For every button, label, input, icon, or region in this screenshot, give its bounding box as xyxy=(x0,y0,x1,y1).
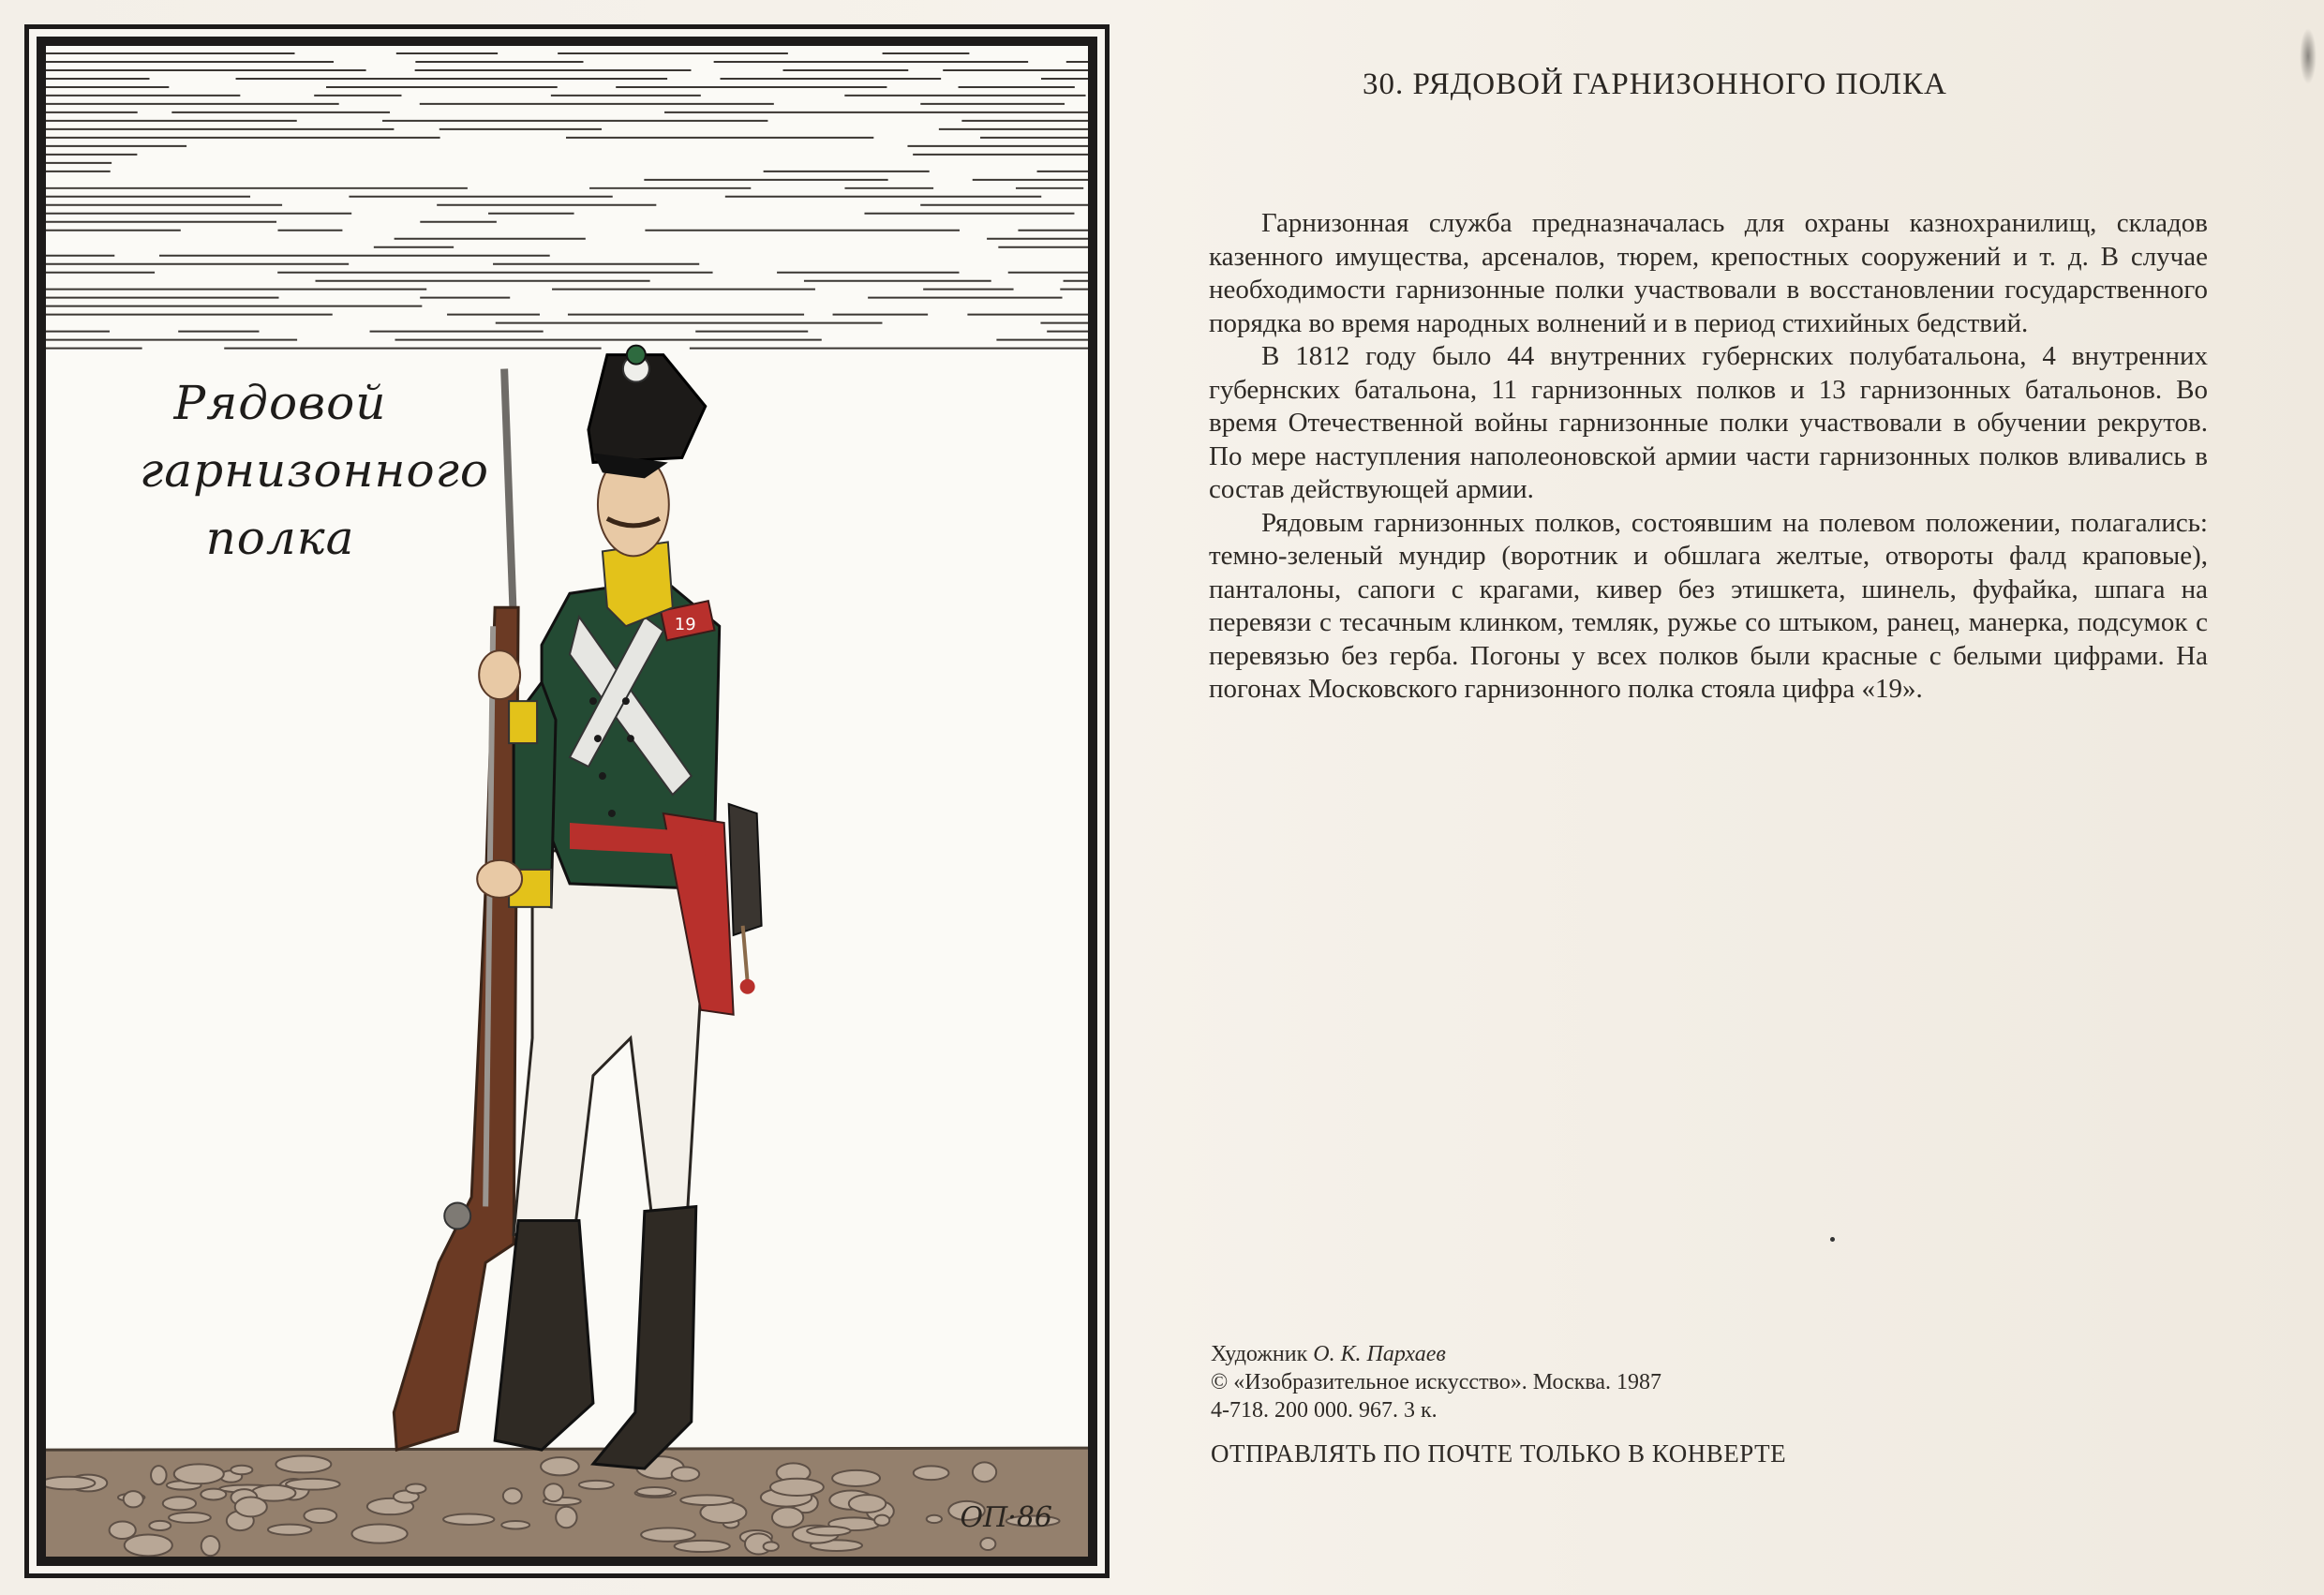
epaulette-number: 19 xyxy=(674,615,696,635)
pebble xyxy=(169,1513,211,1523)
pebble xyxy=(231,1466,252,1475)
paragraph: Рядовым гарнизонных полков, состоявшим на полевом положении, полагались: темно-зеленый мундир (воротник и обшлага желтые, отвороты фалд краповые), панталоны, сапоги с крагами, кивер без этишкета, шинель, фуфайка, шпага на перевязи с тесачным клинком, темляк, ружье со штыком, ранец, манерка, подсумок с перевязью без герба. Погоны у всех полков были красные с белыми цифрами. На погонах Московского гарнизонного полка стояла цифра «19». xyxy=(1209,507,2208,704)
page-title: 30. РЯДОВОЙ ГАРНИЗОННОГО ПОЛКА xyxy=(1363,67,1947,101)
artist-signature: ОП·86 xyxy=(960,1501,1052,1534)
pebble xyxy=(980,1538,995,1550)
pebble xyxy=(641,1528,695,1541)
pebble xyxy=(286,1479,340,1490)
artist-name: О. К. Пархаев xyxy=(1313,1342,1446,1366)
pebble xyxy=(163,1497,196,1510)
description xyxy=(1209,207,2208,707)
pebble xyxy=(174,1464,224,1483)
pebble xyxy=(268,1525,311,1535)
credits xyxy=(1211,1340,2054,1424)
sky-hatching xyxy=(46,53,1088,349)
illustration-frame xyxy=(24,24,1110,1578)
pebble xyxy=(351,1525,407,1543)
pebble xyxy=(914,1466,949,1480)
pebble xyxy=(125,1535,172,1557)
pebble xyxy=(832,1470,880,1486)
paragraph: Гарнизонная служба предназначалась для охраны казнохранилищ, складов казенного имущества, арсеналов, тюрем, крепостных сооружений и т. д. В случае необходимости гарнизонные полки участвовали в восстановлении государственного порядка во время народных волнений и в период стихийных бедствий. xyxy=(1209,208,2208,338)
corner-mark xyxy=(2300,28,2317,84)
pebble xyxy=(501,1521,529,1528)
pebble xyxy=(544,1483,563,1501)
print-info: 4-718. 200 000. 967. 3 к. xyxy=(1211,1398,1438,1423)
print-speck xyxy=(1830,1237,1835,1242)
pebble xyxy=(927,1515,942,1523)
soldier-head xyxy=(588,346,706,627)
pebble xyxy=(636,1487,672,1496)
pebble xyxy=(151,1466,167,1484)
pebble xyxy=(149,1521,171,1530)
pebble xyxy=(235,1498,267,1517)
pebble xyxy=(46,1477,95,1490)
pebble xyxy=(675,1541,730,1552)
mail-note: ОТПРАВЛЯТЬ ПО ПОЧТЕ ТОЛЬКО В КОНВЕРТЕ xyxy=(1211,1439,1787,1468)
paragraph: В 1812 году было 44 внутренних губернских полубатальона, 4 внутренних губернских батальона, 11 гарнизонных полков и 13 гарнизонных батальонов. Во время Отечественной войны гарнизонные полки участвовали в обучении рекрутов. По мере наступления наполеоновской армии части гарнизонных полков вливались в состав действующей армии. xyxy=(1209,341,2208,504)
pebble xyxy=(201,1489,226,1500)
artist-label: Художник xyxy=(1211,1342,1308,1366)
pebble xyxy=(304,1509,336,1523)
pebble xyxy=(110,1521,136,1539)
pebble xyxy=(772,1507,803,1527)
illustration-panel xyxy=(37,37,1097,1566)
pebble xyxy=(849,1495,886,1513)
pebble xyxy=(770,1479,824,1496)
pebble xyxy=(874,1515,889,1526)
copyright-line: © «Изобразительное искусство». Москва. 1987 xyxy=(1211,1370,1662,1394)
pebble xyxy=(443,1513,494,1524)
pebble xyxy=(680,1495,733,1505)
soldier-illustration xyxy=(46,46,1088,1557)
pebble xyxy=(672,1467,700,1481)
pebble xyxy=(201,1536,220,1556)
pebble xyxy=(541,1457,579,1475)
artist-credit xyxy=(1211,1340,2054,1368)
pebble xyxy=(973,1462,996,1482)
pebble xyxy=(764,1542,779,1551)
soldier-legs xyxy=(495,851,701,1468)
pebble xyxy=(124,1491,143,1507)
pebble xyxy=(276,1455,331,1472)
pebble xyxy=(406,1484,425,1494)
text-panel xyxy=(1209,67,2208,707)
pebble xyxy=(503,1488,522,1503)
plate-title: Рядовой гарнизонного полка xyxy=(140,376,489,565)
pebble xyxy=(807,1527,850,1536)
pebble xyxy=(556,1507,576,1528)
pebble xyxy=(579,1481,614,1489)
